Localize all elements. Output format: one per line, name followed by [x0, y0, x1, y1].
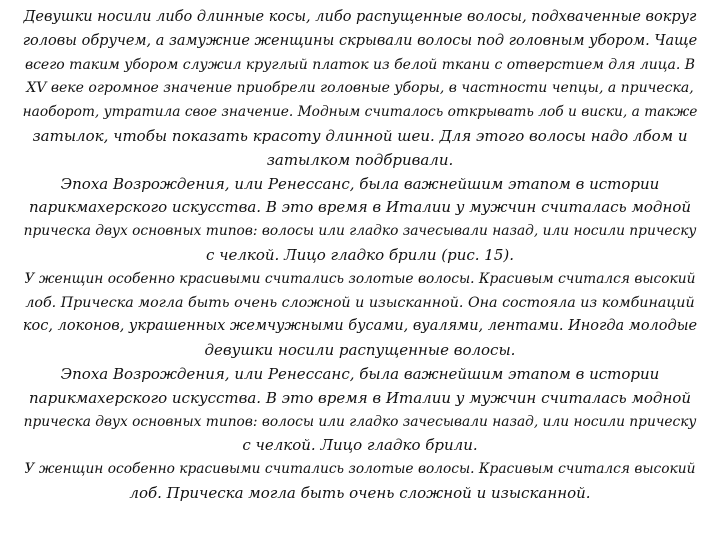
- text-line: Эпоха Возрождения, или Ренессанс, была важнейшим этапом в истории: [60, 174, 660, 193]
- text-line: с челкой. Лицо гладко брили (рис. 15).: [205, 245, 515, 264]
- text-line: головы обручем, а замужние женщины скрывали волосы под головным убором. Чаще: [22, 32, 698, 49]
- text-line: затылком подбривали.: [266, 150, 454, 169]
- text-line: затылок, чтобы показать красоту длинной шеи. Для этого волосы надо лбом и: [32, 126, 688, 145]
- text-line: парикмахерского искусства. В это время в Италии у мужчин считалась модной: [28, 388, 692, 407]
- text-line: с челкой. Лицо гладко брили.: [242, 436, 478, 455]
- text-line: лоб. Прическа могла быть очень сложной и изысканной. Она состояла из комбинаций: [25, 294, 695, 311]
- text-line: У женщин особенно красивыми считались золотые волосы. Красивым считался высокий: [24, 461, 696, 478]
- text-line: всего таким убором служил круглый платок из белой ткани с отверстием для лица. В: [24, 56, 696, 73]
- text-line: Девушки носили либо длинные косы, либо распущенные волосы, подхваченные вокруг: [23, 9, 697, 25]
- text-line: девушки носили распущенные волосы.: [204, 341, 516, 360]
- text-line: прическа двух основных типов: волосы или гладко зачесывали назад, или носили прическу: [23, 413, 697, 430]
- text-line: XV веке огромное значение приобрели головные уборы, в частности чепцы, а прическа,: [26, 80, 694, 97]
- text-line: парикмахерского искусства. В это время в Италии у мужчин считалась модной: [28, 198, 692, 217]
- text-line: Эпоха Возрождения, или Ренессанс, была важнейшим этапом в истории: [60, 364, 660, 383]
- text-line: наоборот, утратила свое значение. Модным считалось открывать лоб и виски, а также: [22, 104, 698, 121]
- text-line: прическа двух основных типов: волосы или гладко зачесывали назад, или носили прическу: [23, 223, 697, 240]
- text-line: У женщин особенно красивыми считались золотые волосы. Красивым считался высокий: [24, 270, 696, 287]
- text-line: лоб. Прическа могла быть очень сложной и изысканной.: [129, 483, 591, 502]
- document-text: [22, 6, 698, 506]
- text-line: кос, локонов, украшенных жемчужными бусами, вуалями, лентами. Иногда молодые: [22, 318, 698, 335]
